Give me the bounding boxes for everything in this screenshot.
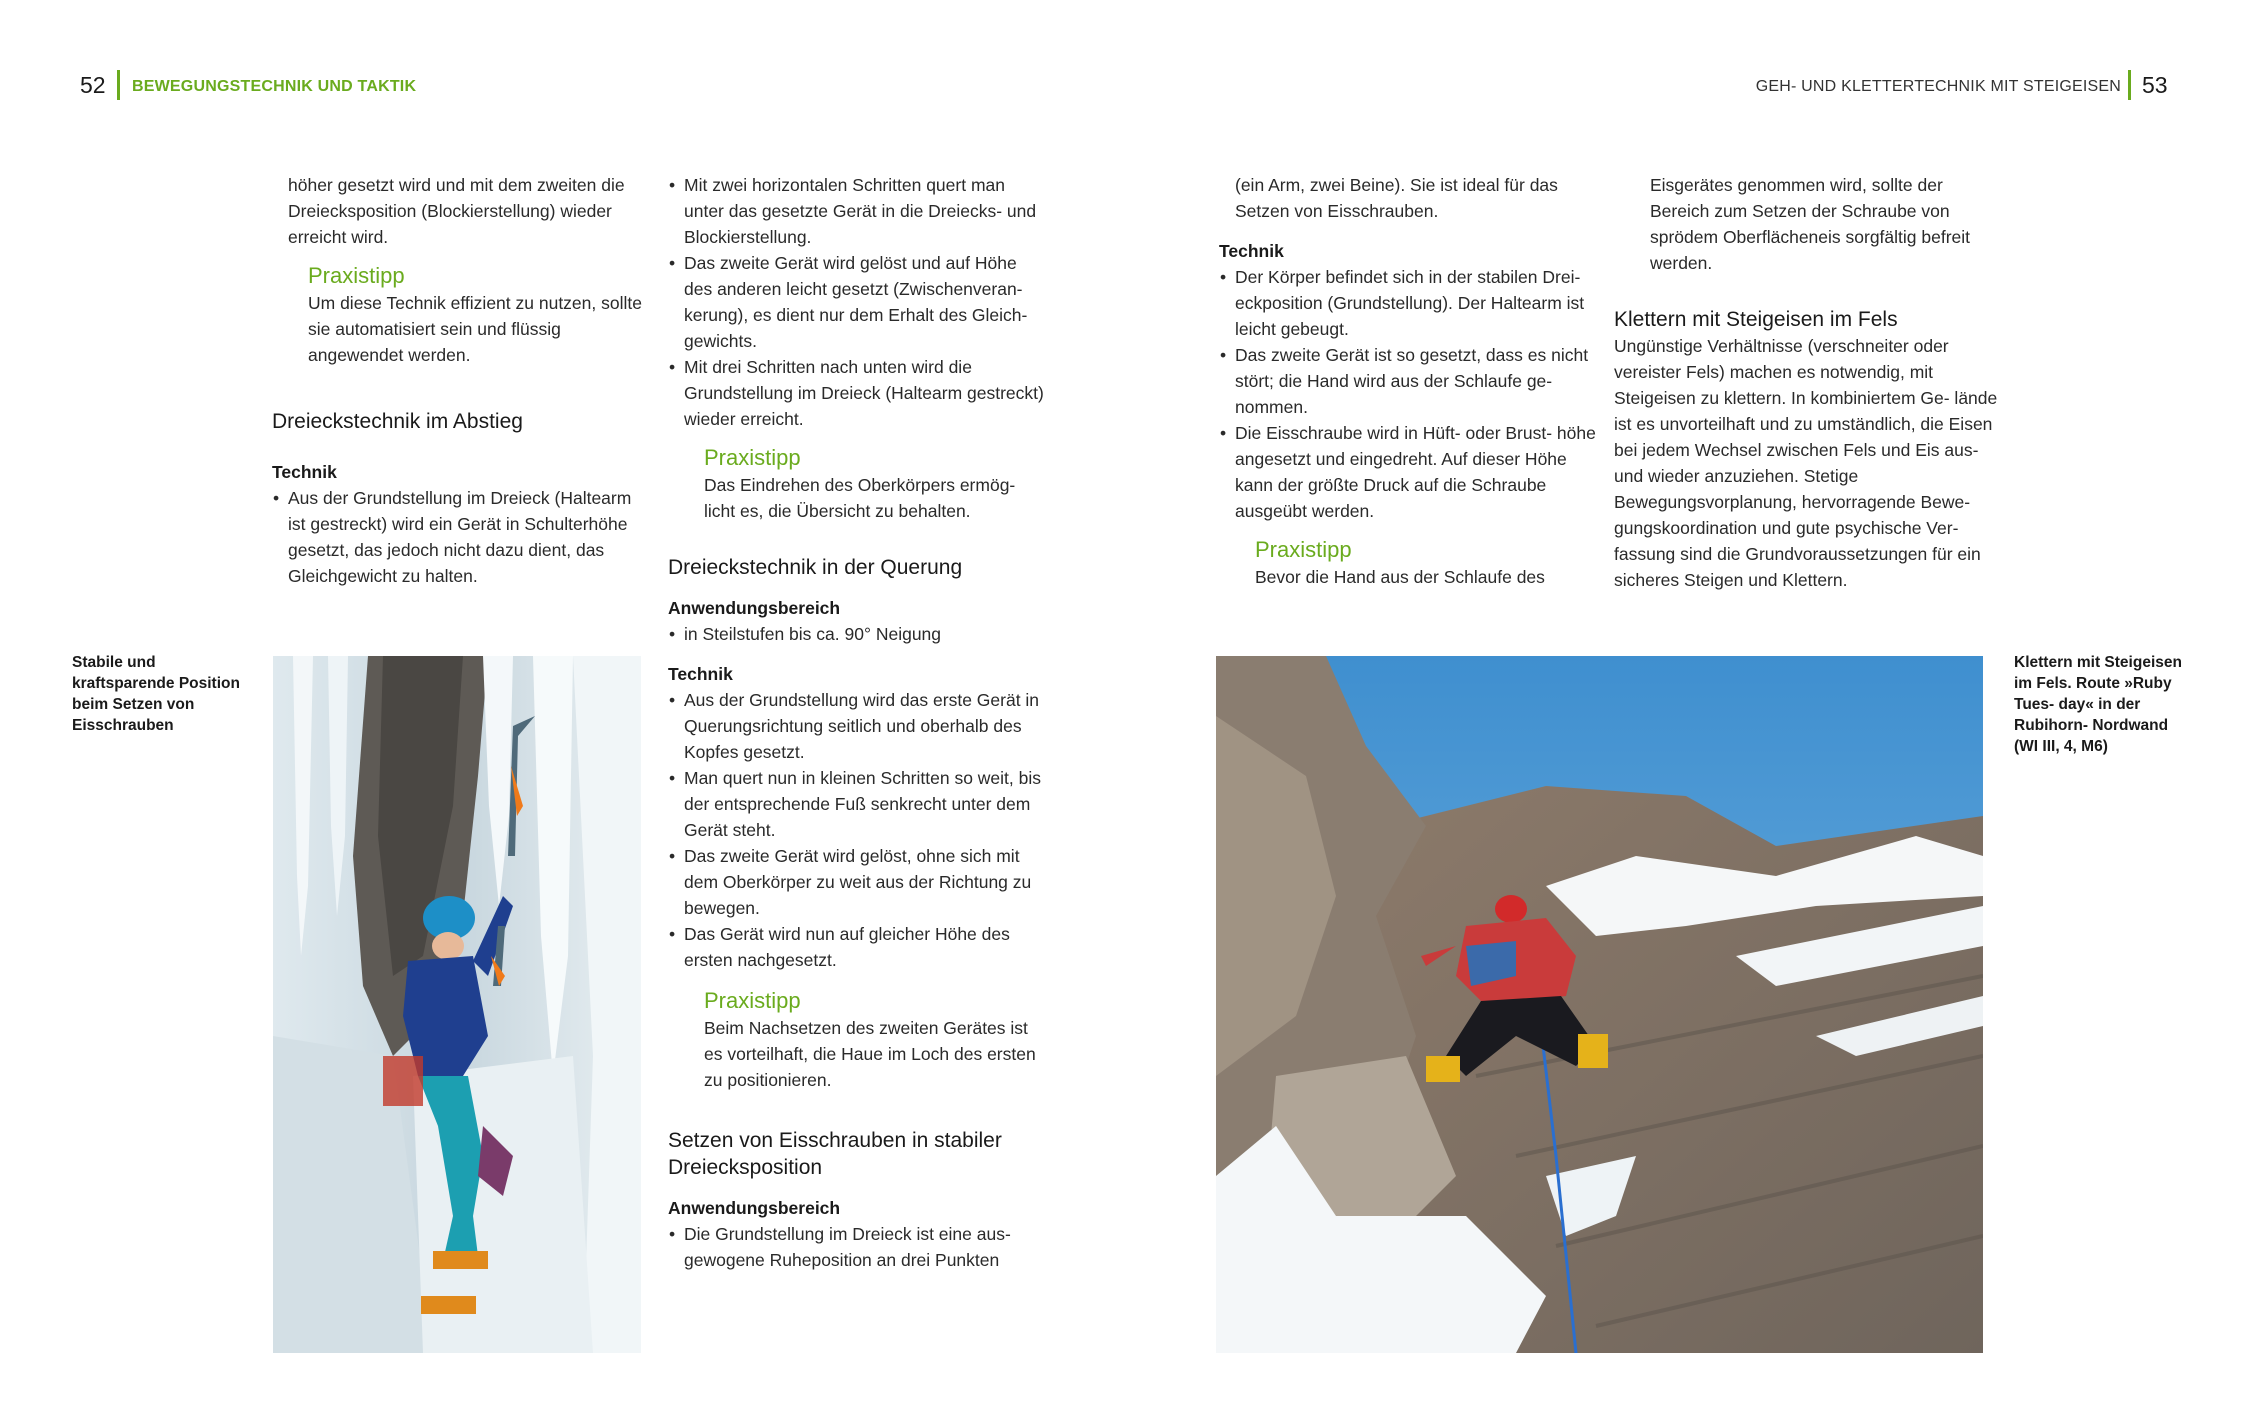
list-item: • Der Körper befindet sich in der stabilen Drei- eckposition (Grundstellung). Der Haltearm ist leicht gebeugt. — [1219, 264, 1601, 342]
tip-text: Um diese Technik effizient zu nutzen, sollte sie automatisiert sein und flüssig angewendet werden. — [308, 293, 642, 365]
bullet-list-top — [668, 172, 1046, 432]
list-item: • Mit zwei horizontalen Schritten quert man unter das gesetzte Gerät in die Dreiecks- und Blockierstellung. — [668, 172, 1046, 250]
heading-abstieg: Dreieckstechnik im Abstieg — [272, 410, 523, 433]
column-4 — [1614, 172, 2004, 593]
bullet-list-querung — [668, 687, 1046, 973]
bullet-list-eisschrauben — [668, 1221, 1046, 1273]
heading-fels: Klettern mit Steigeisen im Fels — [1614, 308, 1898, 331]
header-divider-right — [2128, 70, 2131, 100]
tip-text: Beim Nachsetzen des zweiten Gerätes ist es vorteilhaft, die Haue im Loch des ersten zu positionieren. — [704, 1018, 1036, 1090]
page-number-left: 52 — [80, 72, 106, 98]
heading-querung: Dreieckstechnik in der Querung — [668, 556, 963, 579]
subheading-anwendungsbereich: Anwendungsbereich — [668, 598, 841, 618]
list-item: • Man quert nun in kleinen Schritten so weit, bis der entsprechende Fuß senkrecht unter dem Gerät steht. — [668, 765, 1046, 843]
list-item: • Aus der Grundstellung im Dreieck (Haltearm ist gestreckt) wird ein Gerät in Schulterhöhe gesetzt, das jedoch nicht dazu dient, das Gleichgewicht zu halten. — [272, 485, 652, 589]
bullet-list-eisschrauben-technik — [1219, 264, 1601, 524]
running-head-right: GEH- UND KLETTERTECHNIK MIT STEIGEISEN — [1755, 78, 2121, 95]
column-2 — [668, 172, 1046, 1273]
column-3 — [1219, 172, 1601, 590]
photo-ice-climber — [273, 656, 641, 1353]
tip-box-4 — [1219, 536, 1601, 590]
tip-title: Praxistipp — [1255, 537, 1352, 562]
list-item: • Die Eisschraube wird in Hüft- oder Brust- höhe angesetzt und eingedreht. Auf dieser Höhe kann der größte Druck auf die Schraube ausgeübt werden. — [1219, 420, 1601, 524]
caption-right: Klettern mit Steigeisen im Fels. Route »Ruby Tues- day« in der Rubihorn- Nordwand (WI III, 4, M6) — [2014, 654, 2182, 755]
col1-intro: höher gesetzt wird und mit dem zweiten die Dreiecksposition (Blockierstellung) wieder erreicht wird. — [288, 175, 625, 247]
subheading-technik: Technik — [272, 462, 337, 482]
tip-text: Bevor die Hand aus der Schlaufe des — [1255, 567, 1545, 587]
bullet-list-abstieg — [272, 485, 652, 589]
col4-text: Ungünstige Verhältnisse (verschneiter oder vereister Fels) machen es notwendig, mit Steigeisen zu klettern. In kombiniertem Ge- lände ist es unvorteilhaft und zu umständlich, die Eisen bei jedem Wechsel zwischen Fels und Eis aus- und wieder anzuziehen. Stetige Bewegungsvorplanung, hervorragende Bewe- gungskoordination und gute psychische Ver- fassung sind die Grundvoraussetzungen für ein sicheres Steigen und Klettern. — [1614, 336, 1998, 590]
header-divider-left — [117, 70, 120, 100]
bullet-list-anwendung — [668, 621, 1046, 647]
running-head-left: BEWEGUNGSTECHNIK UND TAKTIK — [132, 78, 417, 95]
list-item: • in Steilstufen bis ca. 90° Neigung — [668, 621, 1046, 647]
subheading-technik: Technik — [668, 664, 733, 684]
list-item: • Die Grundstellung im Dreieck ist eine aus- gewogene Ruheposition an drei Punkten — [668, 1221, 1046, 1273]
list-item: • Aus der Grundstellung wird das erste Gerät in Querungsrichtung seitlich und oberhalb des Kopfes gesetzt. — [668, 687, 1046, 765]
caption-left: Stabile und kraftsparende Position beim Setzen von Eisschrauben — [72, 654, 240, 734]
subheading-technik: Technik — [1219, 241, 1284, 261]
tip-title: Praxistipp — [704, 445, 801, 470]
tip-title: Praxistipp — [308, 263, 405, 288]
tip-text: Das Eindrehen des Oberkörpers ermög- licht es, die Übersicht zu behalten. — [704, 475, 1016, 521]
list-item: • Mit drei Schritten nach unten wird die Grundstellung im Dreieck (Haltearm gestreckt) wieder erreicht. — [668, 354, 1046, 432]
subheading-anwendungsbereich: Anwendungsbereich — [668, 1198, 841, 1218]
tip-box-3 — [668, 987, 1046, 1093]
tip-title: Praxistipp — [704, 988, 801, 1013]
list-item: • Das zweite Gerät wird gelöst, ohne sich mit dem Oberkörper zu weit aus der Richtung zu bewegen. — [668, 843, 1046, 921]
col3-intro: (ein Arm, zwei Beine). Sie ist ideal für das Setzen von Eisschrauben. — [1235, 175, 1558, 221]
page-number-right: 53 — [2142, 72, 2168, 98]
photo-rock-climber — [1216, 656, 1983, 1353]
col4-intro: Eisgerätes genommen wird, sollte der Bereich zum Setzen der Schraube von sprödem Oberflächeneis sorgfältig befreit werden. — [1650, 175, 1971, 273]
tip-box-2 — [668, 444, 1046, 524]
heading-eisschrauben: Setzen von Eisschrauben in stabiler Dreiecksposition — [668, 1129, 1002, 1179]
list-item: • Das zweite Gerät wird gelöst und auf Höhe des anderen leicht gesetzt (Zwischenveran- kerung), es dient nur dem Erhalt des Gleich- gewichts. — [668, 250, 1046, 354]
column-1 — [272, 172, 652, 589]
list-item: • Das Gerät wird nun auf gleicher Höhe des ersten nachgesetzt. — [668, 921, 1046, 973]
list-item: • Das zweite Gerät ist so gesetzt, dass es nicht stört; die Hand wird aus der Schlaufe ge- nommen. — [1219, 342, 1601, 420]
tip-box-1 — [272, 262, 652, 368]
